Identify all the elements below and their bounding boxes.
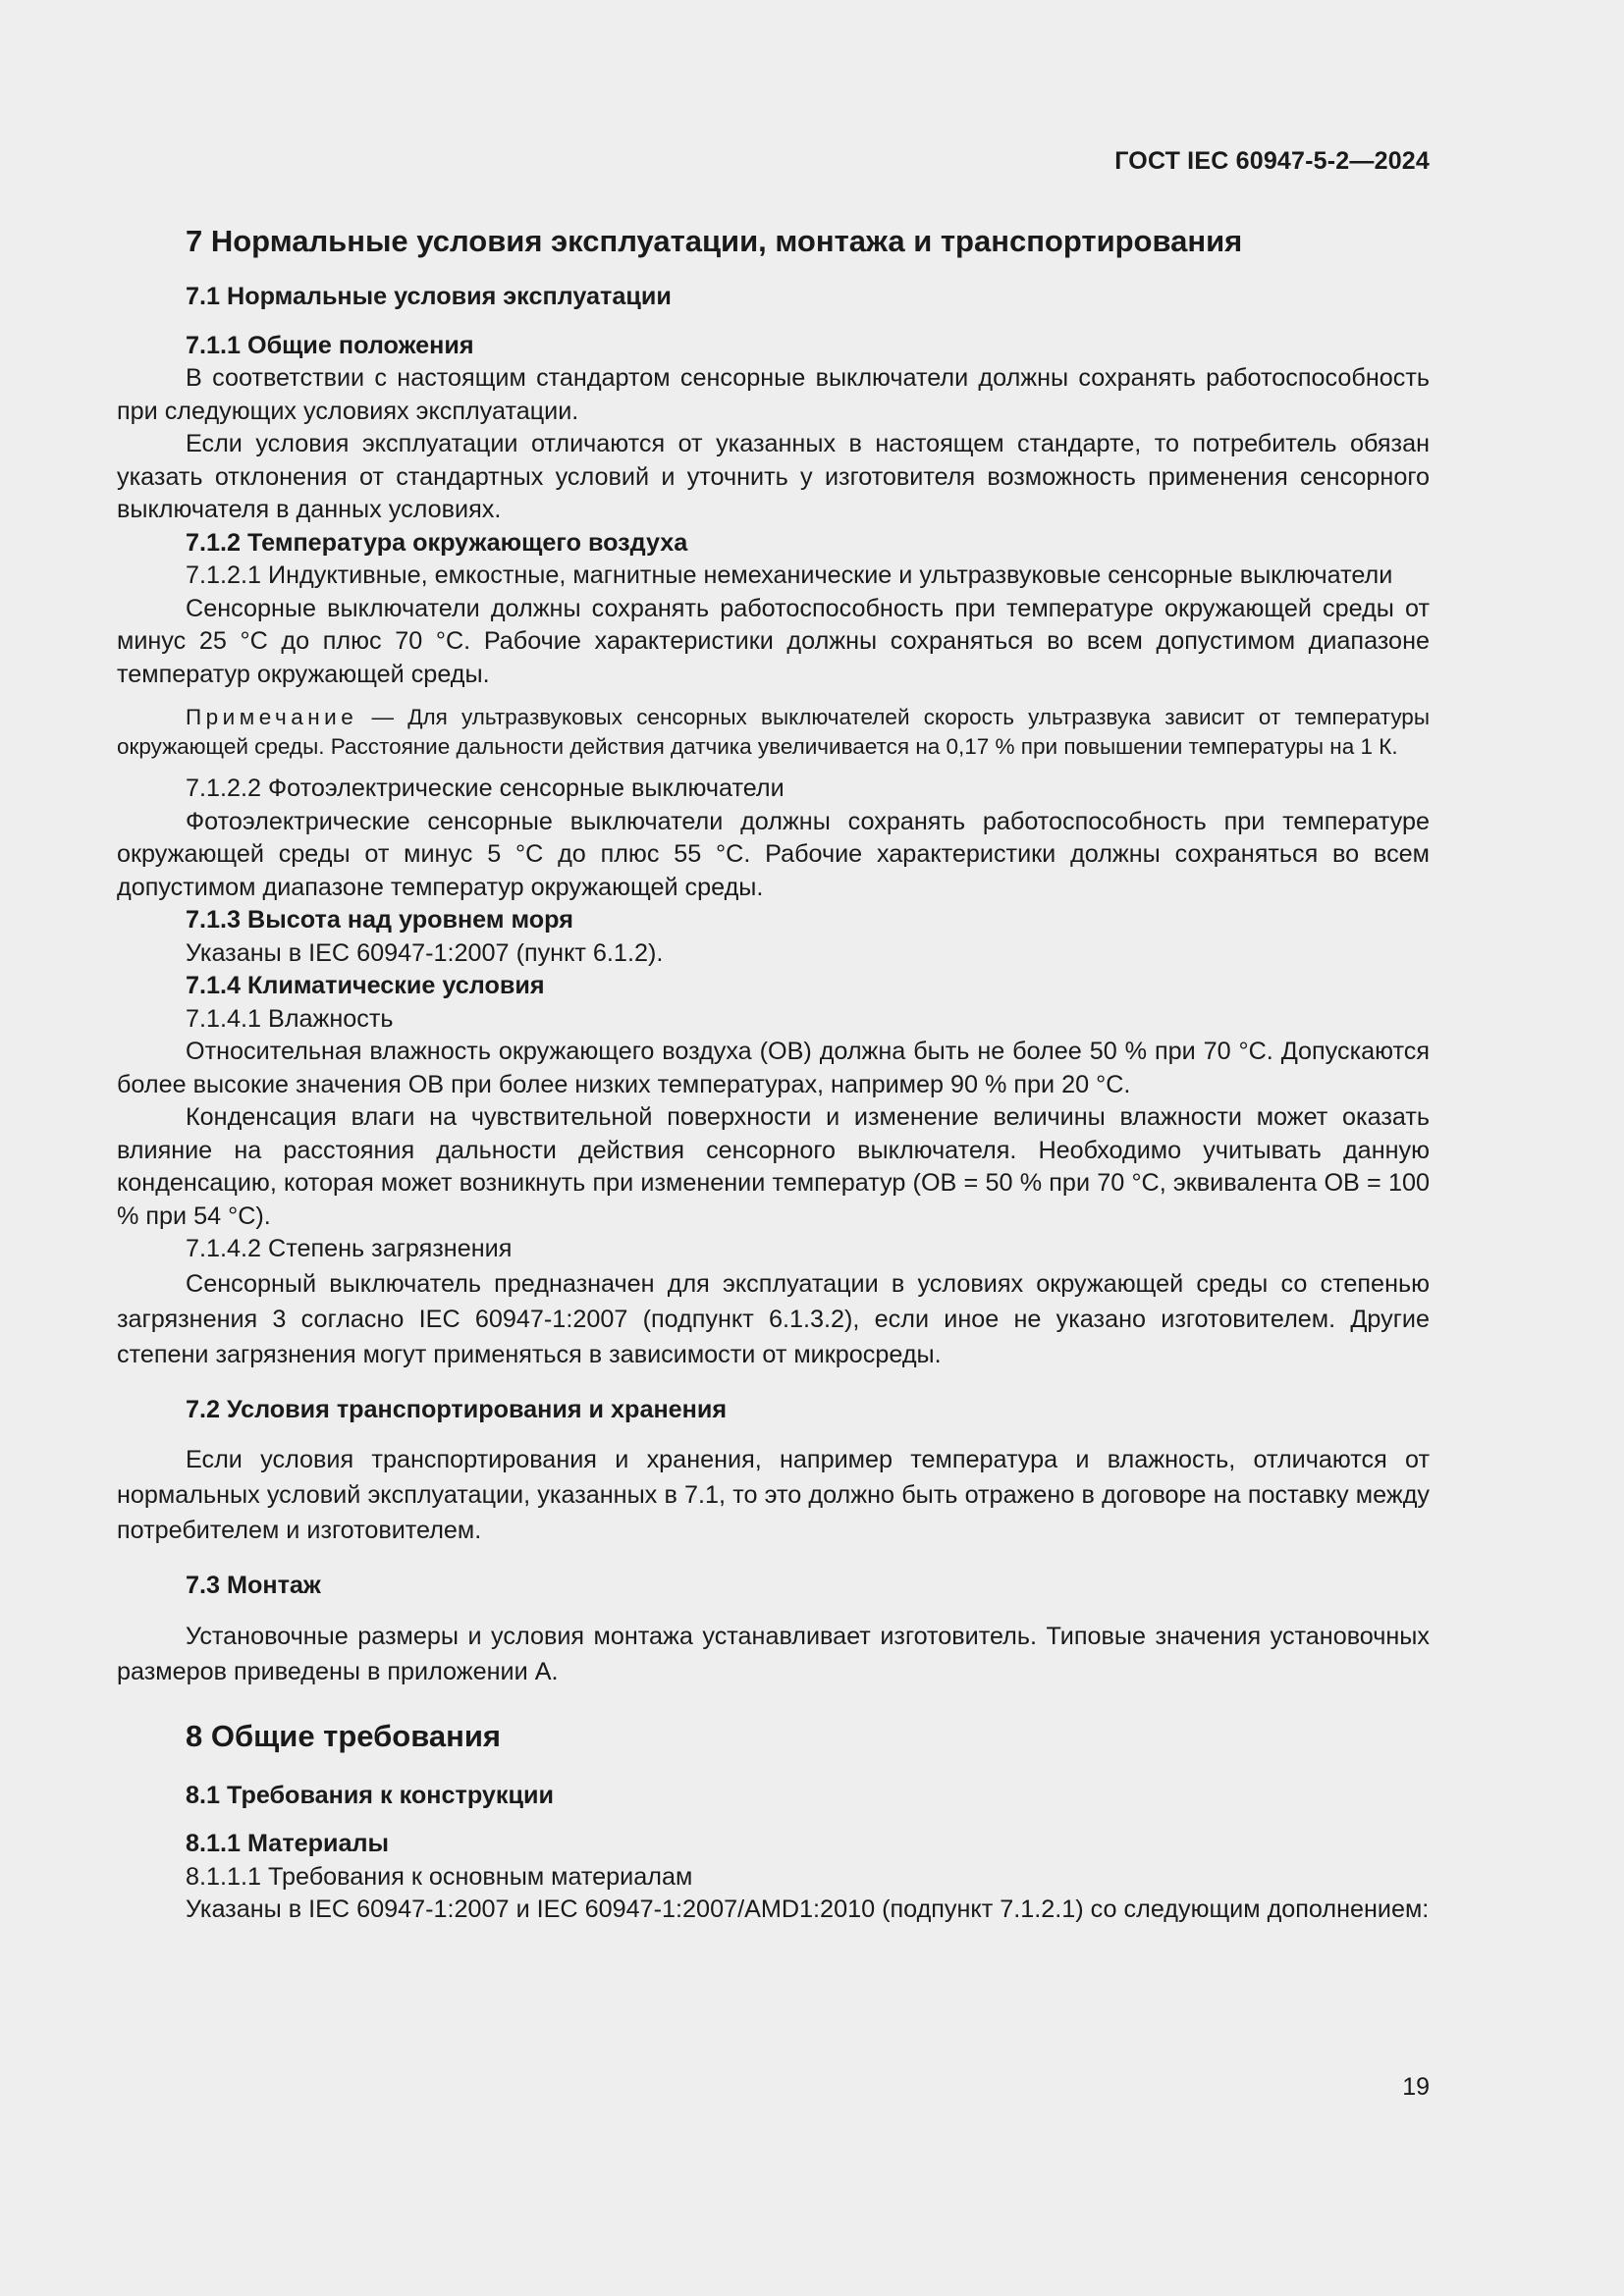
section-7-3-heading: 7.3 Монтаж: [186, 1572, 321, 1599]
section-7-1-4-2-paragraph: Сенсорный выключатель предназначен для эксплуатации в условиях окружающей среды со степенью загрязнения 3 согласно IEC 60947-1:2007 (подпункт 6.1.3.2), если иное не указано изготовителем. Другие степени загрязнения могут применяться в зависимости от микросреды.: [117, 1269, 1430, 1368]
section-8-1-1-heading: 8.1.1 Материалы: [186, 1830, 390, 1857]
section-7-2-heading: 7.2 Условия транспортирования и хранения: [186, 1395, 728, 1423]
section-7-1-3-heading: 7.1.3 Высота над уровнем моря: [186, 906, 573, 934]
section-7-1-3-paragraph: Указаны в IEC 60947-1:2007 (пункт 6.1.2).: [186, 938, 664, 967]
note: [117, 703, 1430, 761]
section-7-1-2-1-paragraph: Сенсорные выключатели должны сохранять работоспособность при температуре окружающей среды от минус 25 °C до плюс 70 °C. Рабочие характеристики должны сохраняться во всем допустимом диапазоне температур окружающей среды.: [117, 594, 1430, 688]
section-7-1-1-paragraph-1: В соответствии с настоящим стандартом сенсорные выключатели должны сохранять работоспособность при следующих условиях эксплуатации.: [117, 364, 1430, 425]
section-7-1-4-1-heading: 7.1.4.1 Влажность: [186, 1004, 394, 1033]
section-8-1-1-1-heading: 8.1.1.1 Требования к основным материалам: [186, 1862, 693, 1891]
section-7-1-4-1-paragraph-1: Относительная влажность окружающего воздуха (ОВ) должна быть не более 50 % при 70 °C. Допускаются более высокие значения ОВ при более низких температурах, например 90 % при 20 °C.: [117, 1038, 1430, 1098]
section-8-heading: 8 Общие требования: [186, 1718, 501, 1753]
section-8-1-1-1-paragraph: Указаны в IEC 60947-1:2007 и IEC 60947-1:2007/AMD1:2010 (подпункт 7.1.2.1) со следующим дополнением:: [186, 1896, 1430, 1923]
section-7-2-paragraph: Если условия транспортирования и хранения, например температура и влажность, отличаются от нормальных условий эксплуатации, указанных в 7.1, то это должно быть отражено в договоре на поставку между потребителем и изготовителем.: [117, 1446, 1430, 1544]
section-7-1-4-1-paragraph-2: Конденсация влаги на чувствительной поверхности и изменение величины влажности может оказать влияние на расстояния дальности действия сенсорного выключателя. Необходимо учитывать данную конденсацию, которая может возникнуть при изменении температур (ОВ = 50 % при 70 °C, эквивалента ОВ = 100 % при 54 °C).: [117, 1103, 1430, 1230]
section-7-1-2-2-paragraph: Фотоэлектрические сенсорные выключатели должны сохранять работоспособность при температуре окружающей среды от минус 5 °C до плюс 55 °C. Рабочие характеристики должны сохраняться во всем допустимом диапазоне температур окружающей среды.: [117, 807, 1430, 901]
section-7-1-2-2-heading: 7.1.2.2 Фотоэлектрические сенсорные выключатели: [186, 774, 785, 802]
section-7-1-2-1-heading: 7.1.2.1 Индуктивные, емкостные, магнитные немеханические и ультразвуковые сенсорные выключатели: [186, 561, 1393, 589]
section-7-1-4-heading: 7.1.4 Климатические условия: [186, 972, 545, 999]
note-text: — Для ультразвуковых сенсорных выключателей скорость ультразвука зависит от температуры окружающей среды. Расстояние дальности действия датчика увеличивается на 0,17 % при повышении температуры на 1 К.: [117, 705, 1430, 759]
page-number: 19: [1402, 2073, 1430, 2101]
section-7-1-2-heading: 7.1.2 Температура окружающего воздуха: [186, 528, 688, 557]
section-7-1-1-heading: 7.1.1 Общие положения: [186, 331, 474, 359]
section-7-3-paragraph: Установочные размеры и условия монтажа устанавливает изготовитель. Типовые значения установочных размеров приведены в приложении А.: [117, 1622, 1430, 1685]
section-7-1-heading: 7.1 Нормальные условия эксплуатации: [186, 283, 672, 310]
standard-code: ГОСТ IEC 60947-5-2—2024: [1114, 147, 1430, 175]
section-7-1-4-2-heading: 7.1.4.2 Степень загрязнения: [186, 1235, 513, 1262]
section-7-heading: 7 Нормальные условия эксплуатации, монтажа и транспортирования: [186, 224, 1243, 258]
section-7-1-1-paragraph-2: Если условия эксплуатации отличаются от указанных в настоящем стандарте, то потребитель обязан указать отклонения от стандартных условий и уточнить у изготовителя возможность применения сенсорного выключателя в данных условиях.: [117, 430, 1430, 523]
page-content: [117, 222, 1430, 1927]
section-8-1-heading: 8.1 Требования к конструкции: [186, 1781, 554, 1809]
note-label: Примечание: [186, 705, 358, 729]
